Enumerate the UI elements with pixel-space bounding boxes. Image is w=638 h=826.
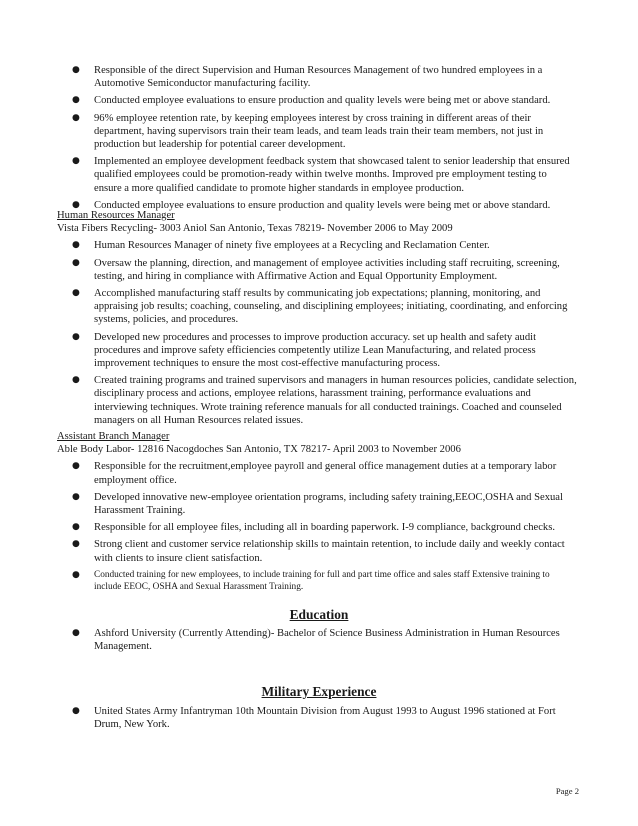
job-assistant-branch-manager [57, 430, 577, 598]
list-item: ● Responsible of the direct Supervision and Human Resources Management of two hundred employees in a Automotive Semiconductor manufacturing facility. [57, 64, 577, 90]
page-label: Page [555, 786, 573, 796]
education-bullet-list [57, 627, 577, 653]
job-info: Vista Fibers Recycling- 3003 Aniol San Antonio, Texas 78219- November 2006 to May 2009 [57, 223, 453, 235]
job-info: Able Body Labor- 12816 Nacogdoches San Antonio, TX 78217- April 2003 to November 2006 [57, 444, 461, 456]
list-item: ● Oversaw the planning, direction, and management of employee activities including staff recruiting, screening, testing, and hiring in compliance with Affirmative Action and Equal Opportunity Employment. [57, 257, 577, 283]
job-bullet-list [57, 460, 577, 594]
list-item: ● Accomplished manufacturing staff results by communicating job expectations; planning, monitoring, and appraising job results; coaching, counseling, and disciplining employees; initiating, coordinating, and enforcing systems, policies, and procedures. [57, 287, 577, 327]
top-bullet-list [57, 64, 577, 212]
job-human-resources-manager [57, 209, 577, 431]
education-heading: Education [289, 607, 349, 622]
list-item: ● Conducted employee evaluations to ensure production and quality levels were being met or above standard. [57, 94, 577, 107]
job-bullet-list [57, 239, 577, 427]
job-title: Assistant Branch Manager [57, 431, 170, 442]
job-title: Human Resources Manager [57, 210, 175, 221]
list-item: ● Developed new procedures and processes to improve production accuracy. set up health and safety audit procedures and improve safety efficiencies competently utilize Lean Manufacturing, and related process improvement techniques to ensure the most cost-effective manufacturing process. [57, 331, 577, 371]
page-number [556, 786, 579, 796]
military-section [57, 705, 577, 735]
military-heading: Military Experience [261, 684, 377, 699]
list-item: ● United States Army Infantryman 10th Mountain Division from August 1993 to August 1996 stationed at Fort Drum, New York. [57, 705, 577, 731]
top-section [57, 64, 577, 216]
list-item: ● Developed innovative new-employee orientation programs, including safety training,EEOC,OSHA and Sexual Harassment Training. [57, 491, 577, 517]
list-item: ● Conducted employee evaluations to ensure production and quality levels were being met or above standard. [57, 199, 577, 212]
list-item: ● Human Resources Manager of ninety five employees at a Recycling and Reclamation Center. [57, 239, 577, 252]
education-section [57, 627, 577, 657]
list-item: ● Responsible for the recruitment,employee payroll and general office management duties at a temporary labor employment office. [57, 460, 577, 486]
list-item: ● Ashford University (Currently Attending)- Bachelor of Science Business Administration in Human Resources Management. [57, 627, 577, 653]
list-item: ● Responsible for all employee files, including all in boarding paperwork. I-9 compliance, background checks. [57, 521, 577, 534]
list-item: ● Implemented an employee development feedback system that showcased talent to senior leadership that ensured qualified employees could be promotion-ready within twelve months. Improved pre employment testing to ensure a more qualified candidate to promote higher standards in employee production. [57, 155, 577, 195]
list-item: ● Conducted training for new employees, to include training for full and part time office and sales staff Extensive training to include EEOC, OSHA and Sexual Harassment Training. [57, 569, 577, 594]
list-item: ● 96% employee retention rate, by keeping employees interest by cross training in different areas of their department, having supervisors train their team leads, and team leads train their team members, not just in production but leadership for potential career development. [57, 112, 577, 152]
list-item: ● Strong client and customer service relationship skills to maintain retention, to include daily and weekly contact with clients to insure client satisfaction. [57, 538, 577, 564]
list-item: ● Created training programs and trained supervisors and managers in human resources policies, candidate selection, disciplinary process and actions, employee relations, harassment training, performance evaluations and interviewing techniques. Wrote training reference manuals for all conducted trainings. Coached and counseled managers on all Human Resources related issues. [57, 374, 577, 427]
page-number-value: 2 [574, 786, 579, 796]
military-bullet-list [57, 705, 577, 731]
